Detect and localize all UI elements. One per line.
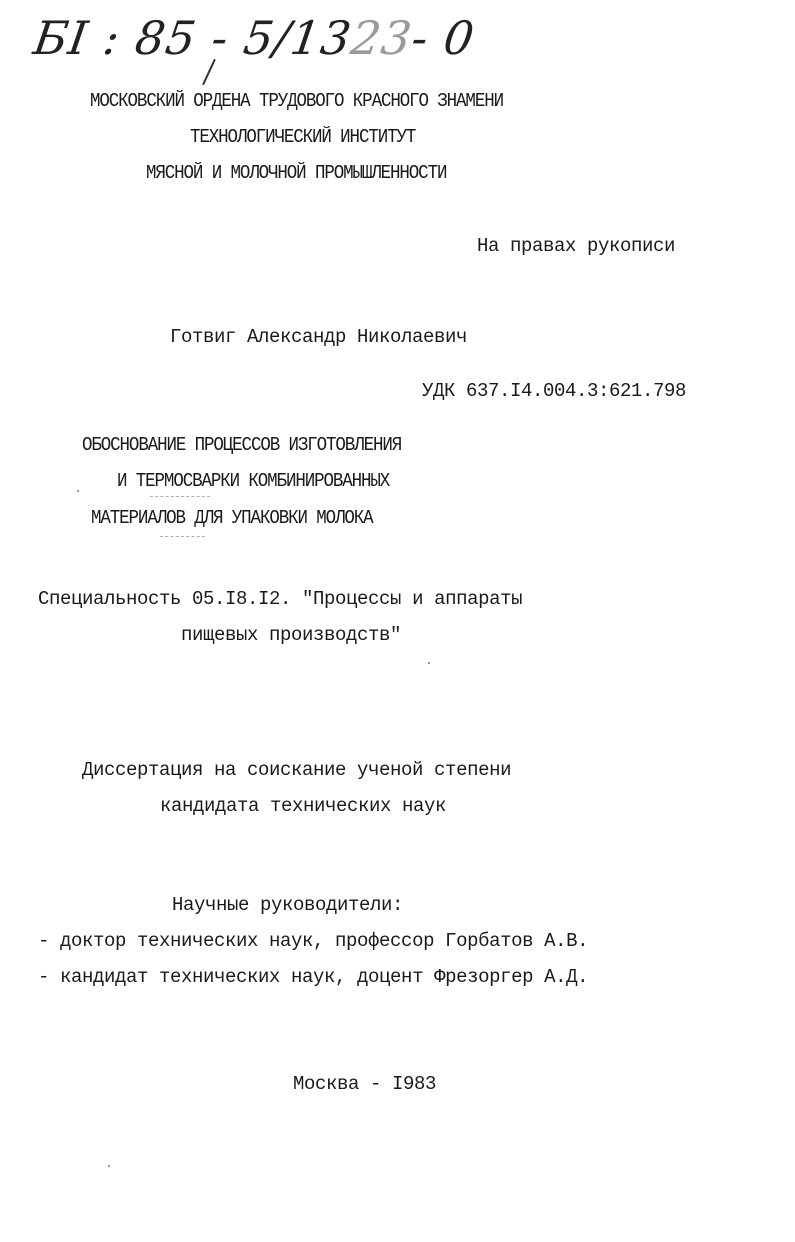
paper-speck: [428, 662, 430, 664]
rights-notice: На правах рукописи: [477, 235, 676, 257]
catalog-number-faint: 23: [347, 11, 416, 65]
degree-line-1: Диссертация на соискание ученой степени: [82, 759, 512, 781]
udc-code: УДК 637.I4.004.3:621.798: [422, 380, 687, 402]
supervisor-item: - кандидат технических наук, доцент Фрезоргер А.Д.: [38, 966, 589, 988]
place-year: Москва - I983: [293, 1073, 437, 1095]
paper-speck: [108, 1165, 110, 1167]
title-line-2: И ТЕРМОСВАРКИ КОМБИНИРОВАННЫХ: [117, 470, 390, 492]
pencil-mark: [160, 536, 205, 537]
institute-line-2: ТЕХНОЛОГИЧЕСКИЙ ИНСТИТУТ: [190, 126, 416, 148]
paper-speck: [77, 490, 79, 492]
supervisors-heading: Научные руководители:: [172, 894, 404, 916]
specialty-line-2: пищевых производств": [181, 624, 402, 646]
pencil-mark: [150, 496, 210, 497]
catalog-number-tail: - 0: [408, 11, 479, 65]
title-line-3: МАТЕРИАЛОВ ДЛЯ УПАКОВКИ МОЛОКА: [91, 507, 373, 529]
specialty-line-1: Специальность 05.I8.I2. "Процессы и аппараты: [38, 588, 523, 610]
author-name: Готвиг Александр Николаевич: [170, 326, 468, 348]
degree-line-2: кандидата технических наук: [160, 795, 447, 817]
handwritten-catalog-number: [30, 10, 478, 66]
institute-line-3: МЯСНОЙ И МОЛОЧНОЙ ПРОМЫШЛЕННОСТИ: [146, 162, 447, 184]
supervisor-item: - доктор технических наук, профессор Горбатов А.В.: [38, 930, 589, 952]
institute-line-1: МОСКОВСКИЙ ОРДЕНА ТРУДОВОГО КРАСНОГО ЗНАМЕНИ: [90, 90, 503, 112]
title-line-1: ОБОСНОВАНИЕ ПРОЦЕССОВ ИЗГОТОВЛЕНИЯ: [82, 434, 402, 456]
catalog-number-dark: БI : 85 - 5/13: [30, 11, 356, 65]
